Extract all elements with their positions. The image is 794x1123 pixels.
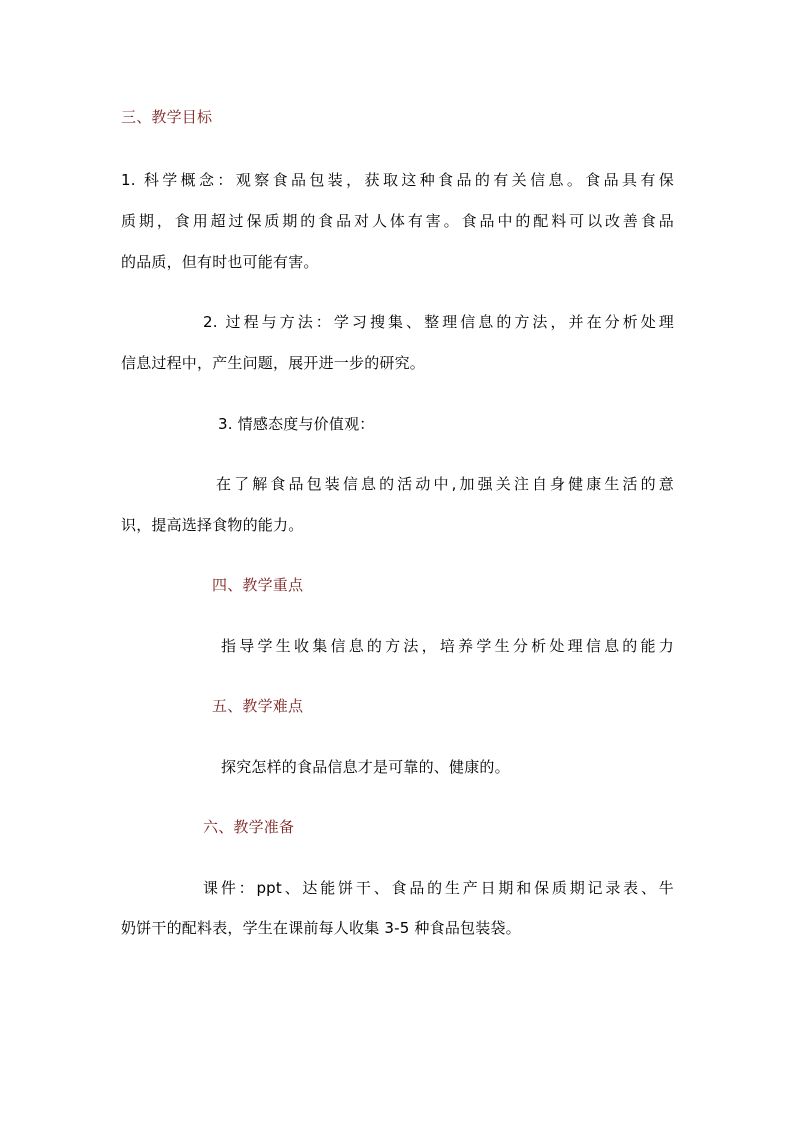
- preparation-line-1: 课件：ppt、达能饼干、食品的生产日期和保质期记录表、牛: [203, 879, 674, 897]
- objective-3-line-1: 在了解食品包装信息的活动中,加强关注自身健康生活的意: [216, 475, 674, 493]
- objective-1-line-3: 的品质，但有时也可能有害。: [121, 253, 319, 271]
- section-heading-teaching-objectives: 三、教学目标: [121, 108, 213, 126]
- section-heading-preparation: 六、教学准备: [203, 818, 295, 836]
- objective-2-line-1: 2. 过程与方法：学习搜集、整理信息的方法，并在分析处理: [203, 313, 674, 331]
- difficulties-text: 探究怎样的食品信息才是可靠的、健康的。: [221, 758, 510, 776]
- section-heading-difficulties: 五、教学难点: [212, 697, 304, 715]
- key-points-text: 指导学生收集信息的方法，培养学生分析处理信息的能力: [221, 637, 674, 655]
- section-heading-key-points: 四、教学重点: [212, 576, 304, 594]
- preparation-line-2: 奶饼干的配料表，学生在课前每人收集 3-5 种食品包装袋。: [121, 919, 521, 937]
- objective-3-label: 3. 情感态度与价值观：: [218, 415, 375, 433]
- objective-3-line-2: 识，提高选择食物的能力。: [121, 516, 304, 534]
- objective-1-line-1: 1. 科学概念：观察食品包装，获取这种食品的有关信息。食品具有保: [121, 171, 674, 189]
- objective-2-line-2: 信息过程中，产生问题，展开进一步的研究。: [121, 354, 426, 372]
- objective-1-line-2: 质期，食用超过保质期的食品对人体有害。食品中的配料可以改善食品: [121, 212, 674, 230]
